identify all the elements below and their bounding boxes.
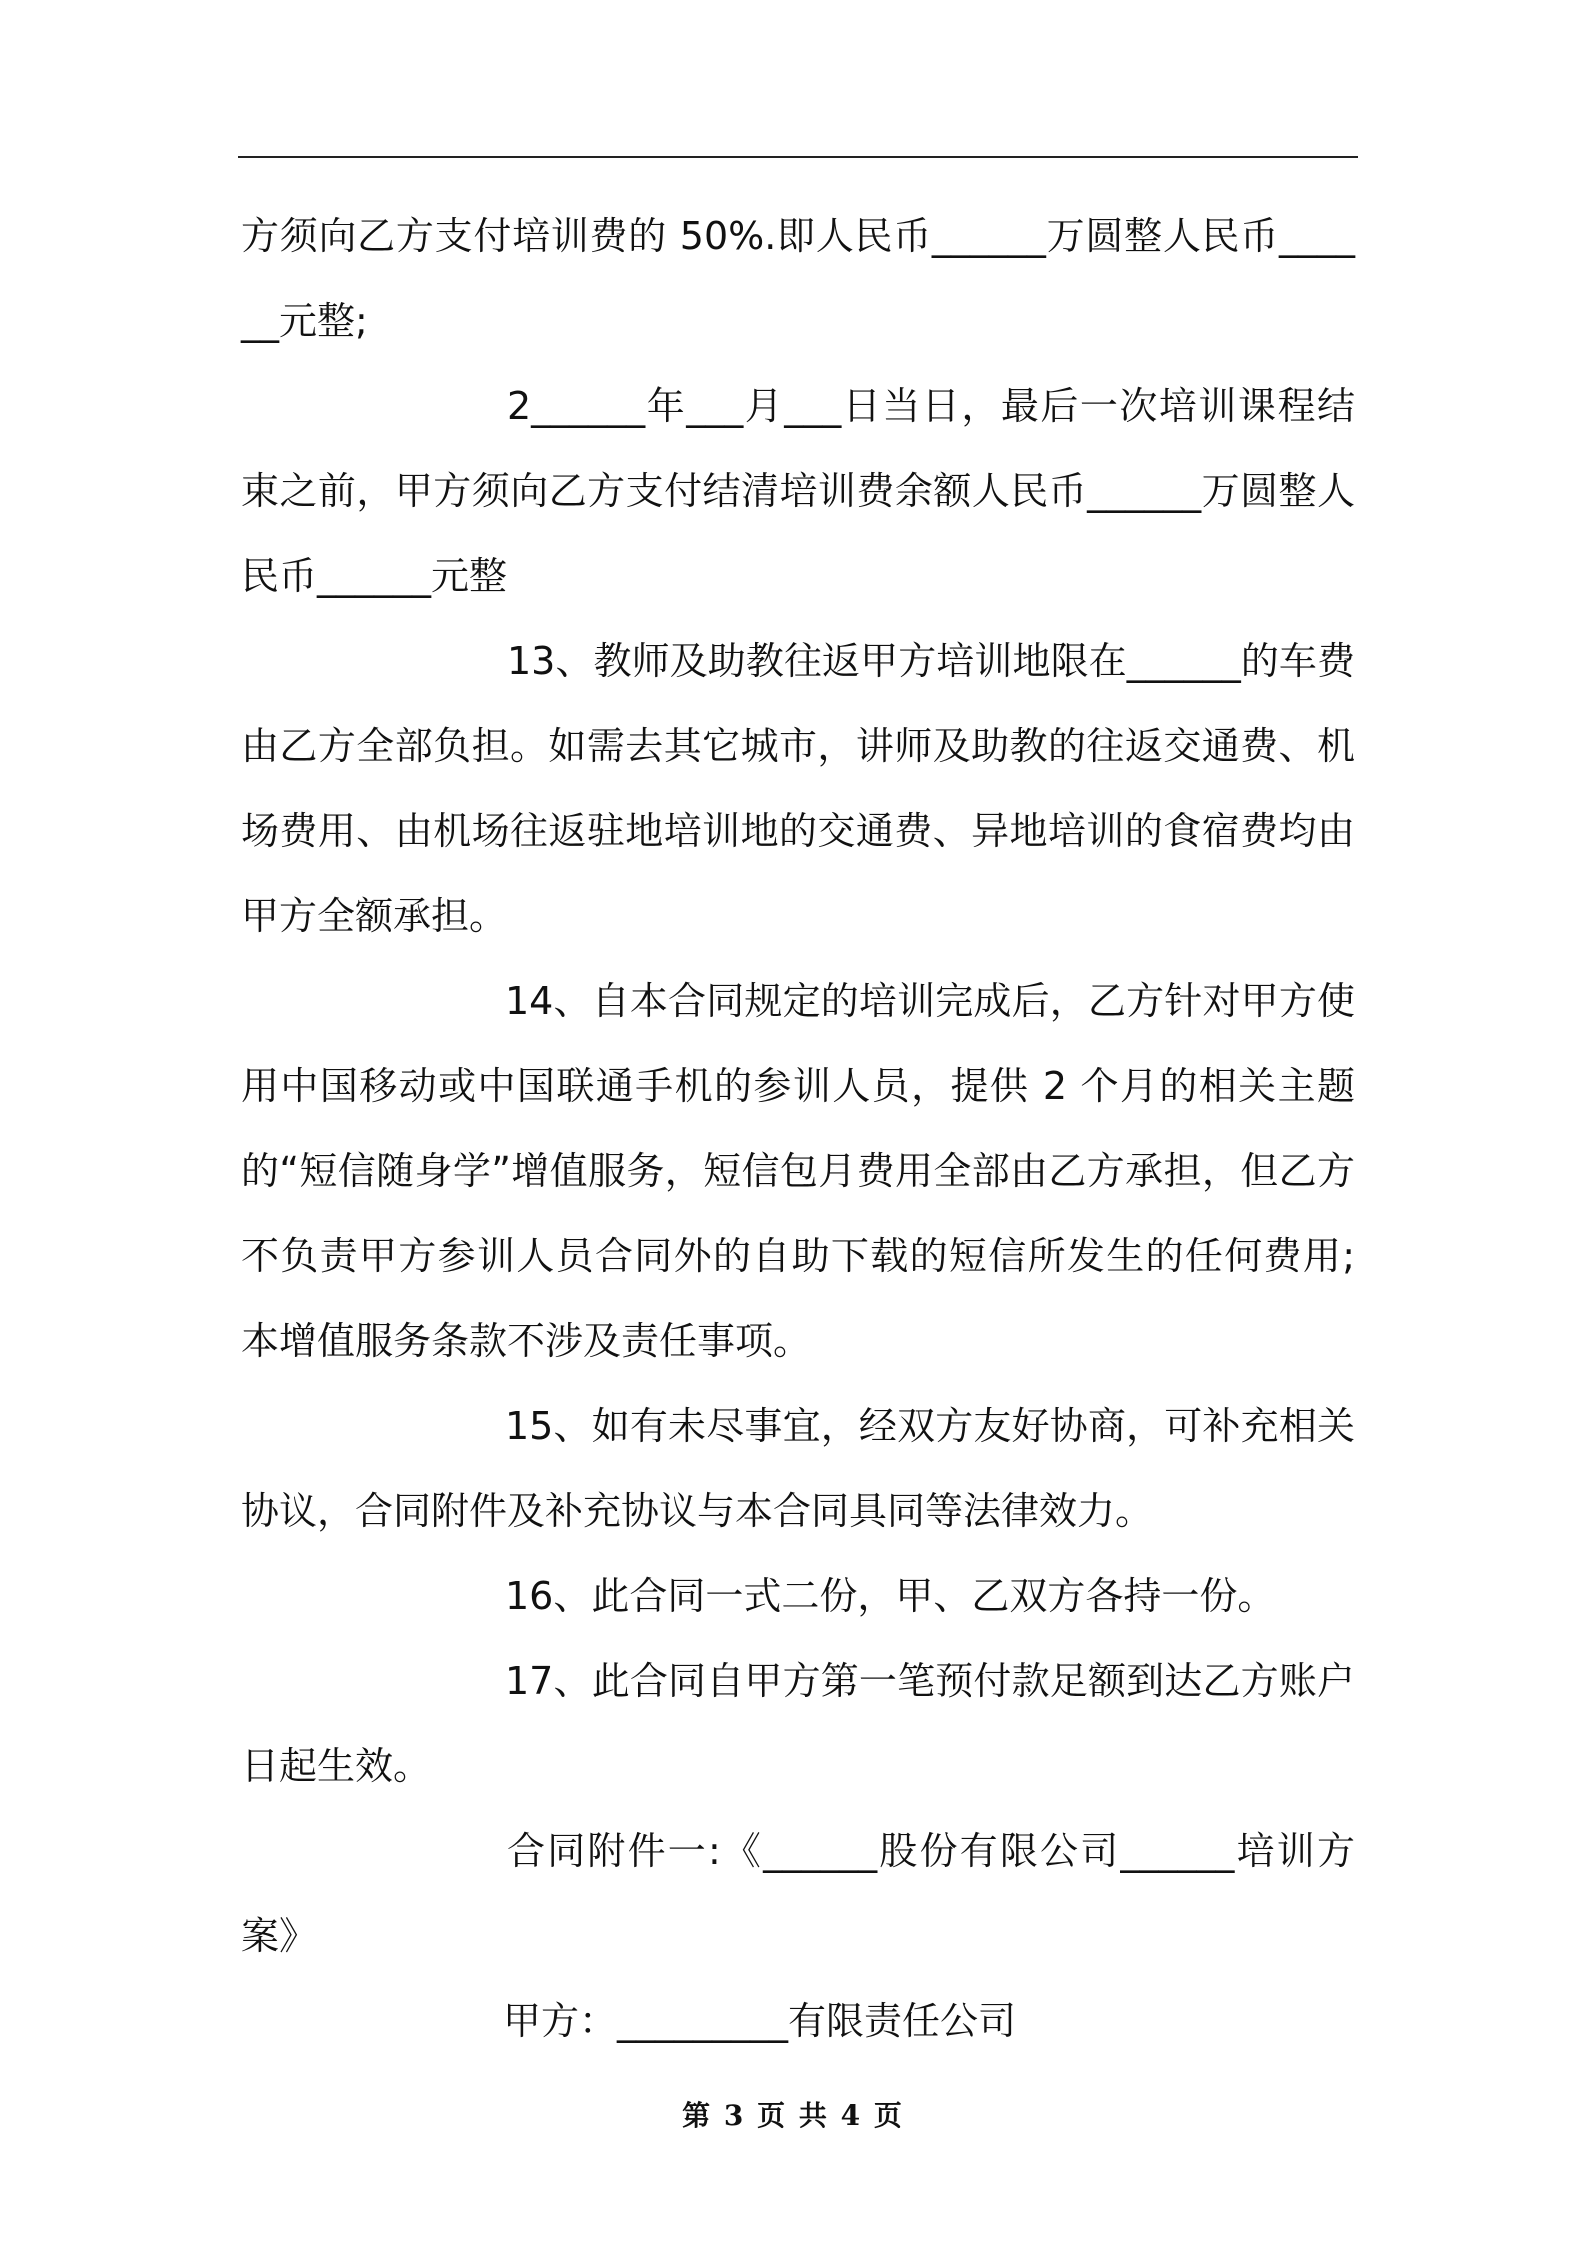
header-divider	[238, 156, 1358, 158]
paragraph-payment-first: 方须向乙方支付培训费的 50%.即人民币______万圆整人民币______元整;	[241, 214, 1355, 343]
paragraph-attachment: 合同附件一:《______股份有限公司______培训方案》	[241, 1829, 1355, 1958]
paragraph-clause-17: 17、此合同自甲方第一笔预付款足额到达乙方账户日起生效。	[241, 1659, 1355, 1788]
paragraph-clause-15: 15、如有未尽事宜，经双方友好协商，可补充相关协议，合同附件及补充协议与本合同具同等法律效力。	[241, 1404, 1355, 1533]
paragraph-party-a: 甲方：_________有限责任公司	[503, 1999, 1017, 2043]
paragraph-clause-13: 13、教师及助教往返甲方培训地限在______的车费由乙方全部负担。如需去其它城市，讲师及助教的往返交通费、机场费用、由机场往返驻地培训地的交通费、异地培训的食宿费均由甲方全额承担。	[241, 639, 1355, 938]
document-body	[241, 194, 1355, 2064]
paragraph-payment-final: 2______年___月___日当日，最后一次培训课程结束之前，甲方须向乙方支付结清培训费余额人民币______万圆整人民币______元整	[241, 384, 1355, 598]
page-number: 第 3 页 共 4 页	[682, 2099, 904, 2132]
paragraph-clause-16: 16、此合同一式二份，甲、乙双方各持一份。	[505, 1574, 1276, 1618]
paragraph-clause-14: 14、自本合同规定的培训完成后，乙方针对甲方使用中国移动或中国联通手机的参训人员，提供 2 个月的相关主题的“短信随身学”增值服务，短信包月费用全部由乙方承担，但乙方不负责甲方参训人员合同外的自助下载的短信所发生的任何费用;本增值服务条款不涉及责任事项。	[241, 979, 1355, 1363]
